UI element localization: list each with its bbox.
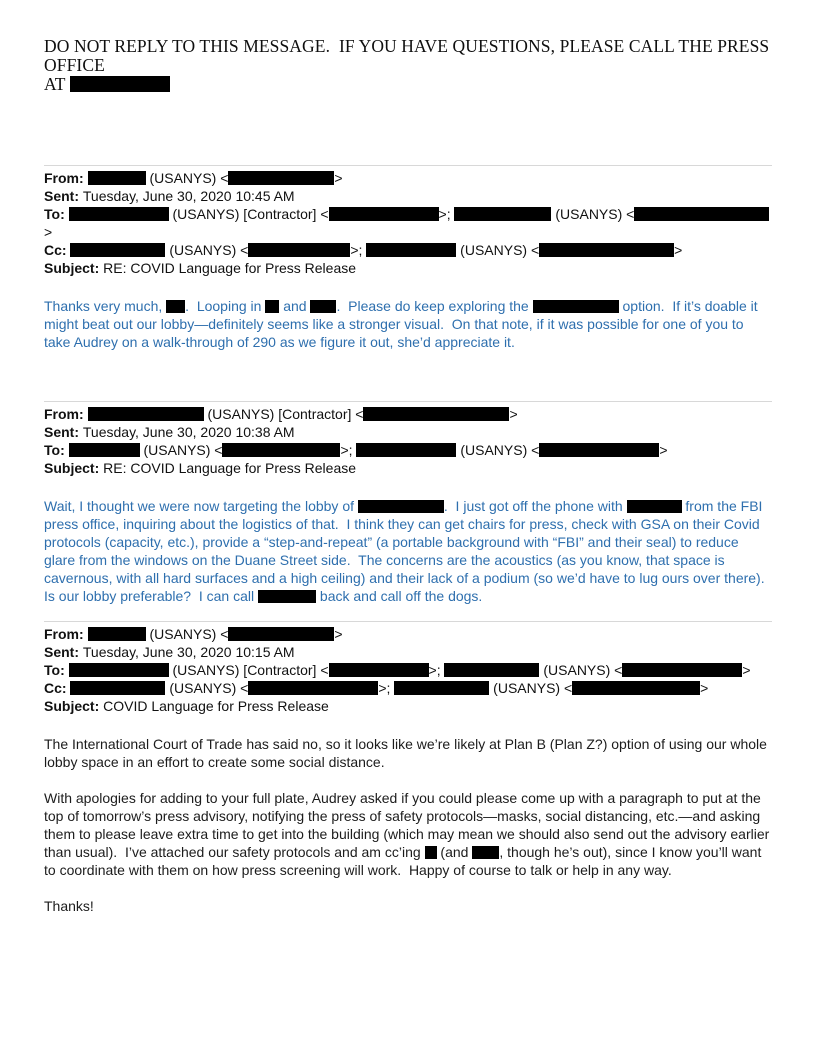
- header-label: Subject:: [44, 698, 104, 714]
- header-from-line: From: (USANYS) < >: [44, 626, 343, 642]
- paragraph: With apologies for adding to your full plate, Audrey asked if you could please come up with a paragraph to put at the top of tomorrow’s press advisory, notifying the press of safety protocols—masks, social distancing, etc.—and asking them to please leave extra time to get into the building (which may mean we should also send out the advisory earlier than usual). I’ve attached our safety protocols and am cc’ing (and , though he’s out), since I know you’ll want to coordinate with them on how press screening will work. Happy of course to talk or help in any way.: [44, 790, 774, 878]
- redaction-bar: [329, 207, 439, 221]
- header-label: Subject:: [44, 460, 104, 476]
- header-label: Cc:: [44, 680, 71, 696]
- email-message-3: [44, 621, 772, 915]
- header-from-line: From: (USANYS) [Contractor] < >: [44, 406, 518, 422]
- redaction-bar: [70, 76, 170, 92]
- email-body: [44, 497, 772, 605]
- header-from-line: From: (USANYS) < >: [44, 170, 343, 186]
- redaction-bar: [539, 243, 674, 257]
- redaction-bar: [70, 681, 165, 695]
- redaction-bar: [627, 500, 682, 513]
- redaction-bar: [329, 663, 429, 677]
- email-headers: [44, 169, 772, 277]
- redaction-bar: [363, 407, 509, 421]
- header-label: To:: [44, 662, 69, 678]
- redaction-bar: [622, 663, 742, 677]
- paragraph: The International Court of Trade has said no, so it looks like we’re likely at Plan B (Plan Z?) option of using our whole lobby space in an effort to create some social distance.: [44, 736, 771, 770]
- header-to-line: To: (USANYS) < >; (USANYS) < >: [44, 442, 668, 458]
- redaction-bar: [88, 627, 146, 641]
- email-body: [44, 297, 772, 351]
- redaction-bar: [88, 407, 204, 421]
- redaction-bar: [258, 590, 316, 603]
- redaction-bar: [310, 300, 336, 313]
- redaction-bar: [228, 171, 334, 185]
- redaction-bar: [358, 500, 444, 513]
- paragraph: Wait, I thought we were now targeting the lobby of . I just got off the phone with from the FBI press office, inquiring about the logistics of that. I think they can get chairs for press, check with GSA on their Covid protocols (capacity, etc.), provide a “step-and-repeat” (a portable background with “FBI” and their seal) to reduce glare from the windows on the Duane Street side. The concerns are the acoustics (as you know, that space is cavernous, with all hard surfaces and a high ceiling) and their lack of a podium (so we’d have to lug ours over there). Is our lobby preferable? I can call back and call off the dogs.: [44, 498, 773, 604]
- header-subject-line: Subject: RE: COVID Language for Press Release: [44, 460, 357, 476]
- paragraph: Thanks!: [44, 898, 94, 914]
- header-label: Cc:: [44, 242, 71, 258]
- redaction-bar: [454, 207, 551, 221]
- redaction-bar: [533, 300, 619, 313]
- redaction-bar: [248, 243, 350, 257]
- header-label: To:: [44, 206, 69, 222]
- redaction-bar: [634, 207, 769, 221]
- redaction-bar: [539, 443, 659, 457]
- redaction-bar: [70, 243, 165, 257]
- header-to-line: To: (USANYS) [Contractor] < >; (USANYS) < >: [44, 662, 751, 678]
- email-message-2: [44, 401, 772, 605]
- redaction-bar: [69, 663, 169, 677]
- do-not-reply-notice: DO NOT REPLY TO THIS MESSAGE. IF YOU HAVE QUESTIONS, PLEASE CALL THE PRESS OFFICE AT: [44, 36, 774, 94]
- redaction-bar: [69, 443, 140, 457]
- redaction-bar: [572, 681, 700, 695]
- email-body: [44, 735, 772, 915]
- redaction-bar: [222, 443, 340, 457]
- redaction-bar: [444, 663, 539, 677]
- header-cc-line: Cc: (USANYS) < >; (USANYS) < >: [44, 242, 683, 258]
- header-cc-line: Cc: (USANYS) < >; (USANYS) < >: [44, 680, 709, 696]
- header-label: From:: [44, 626, 88, 642]
- redaction-bar: [228, 627, 334, 641]
- redaction-bar: [366, 243, 456, 257]
- header-label: Sent:: [44, 188, 83, 204]
- email-headers: [44, 625, 772, 715]
- redaction-bar: [248, 681, 378, 695]
- header-subject-line: Subject: RE: COVID Language for Press Release: [44, 260, 357, 276]
- header-label: Sent:: [44, 644, 83, 660]
- redaction-bar: [356, 443, 456, 457]
- redaction-bar: [166, 300, 185, 313]
- redaction-bar: [472, 846, 499, 859]
- header-sent-line: Sent: Tuesday, June 30, 2020 10:38 AM: [44, 424, 295, 440]
- header-label: To:: [44, 442, 69, 458]
- redaction-bar: [88, 171, 146, 185]
- header-sent-line: Sent: Tuesday, June 30, 2020 10:45 AM: [44, 188, 295, 204]
- redaction-bar: [394, 681, 489, 695]
- header-subject-line: Subject: COVID Language for Press Release: [44, 698, 329, 714]
- header-to-line: To: (USANYS) [Contractor] < >; (USANYS) <>: [44, 205, 772, 241]
- header-label: From:: [44, 170, 88, 186]
- email-thread: [44, 165, 772, 915]
- redaction-bar: [265, 300, 279, 313]
- email-message-1: [44, 165, 772, 351]
- redaction-bar: [425, 846, 437, 859]
- header-label: Subject:: [44, 260, 104, 276]
- header-label: From:: [44, 406, 88, 422]
- paragraph: Thanks very much, . Looping in and . Please do keep exploring the option. If it’s doable it might beat out our lobby—definitely seems like a stronger visual. On that note, if it was possible for one of you to take Audrey on a walk-through of 290 as we figure it out, she’d appreciate it.: [44, 298, 762, 350]
- header-sent-line: Sent: Tuesday, June 30, 2020 10:15 AM: [44, 644, 295, 660]
- redaction-bar: [69, 207, 169, 221]
- email-headers: [44, 405, 772, 477]
- header-label: Sent:: [44, 424, 83, 440]
